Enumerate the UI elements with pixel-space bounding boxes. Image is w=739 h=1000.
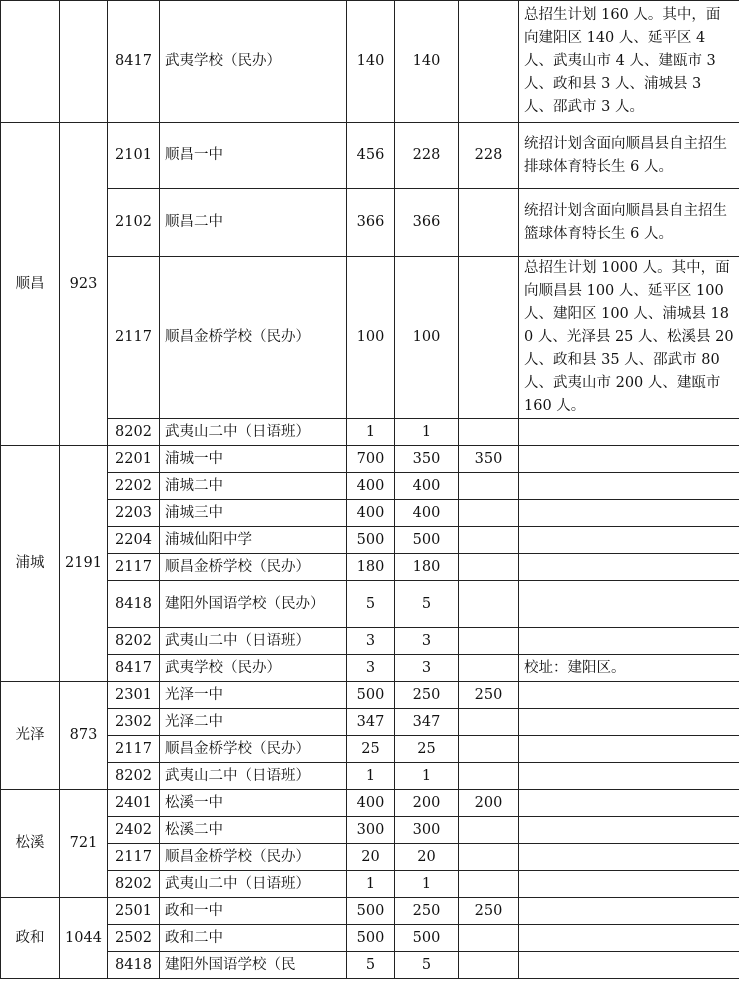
table-row — [1, 527, 739, 554]
note-cell — [519, 736, 739, 763]
plan-cell: 25 — [347, 736, 395, 763]
plan-cell: 347 — [347, 709, 395, 736]
plan-cell: 500 — [347, 527, 395, 554]
unified-plan-cell: 1 — [395, 871, 459, 898]
table-row — [1, 871, 739, 898]
note-cell — [519, 682, 739, 709]
table-row — [1, 419, 739, 446]
unified-plan-cell: 250 — [395, 682, 459, 709]
plan-cell: 500 — [347, 898, 395, 925]
plan-cell: 20 — [347, 844, 395, 871]
unified-plan-cell: 3 — [395, 628, 459, 655]
table-row — [1, 581, 739, 628]
quota-cell — [459, 581, 519, 628]
school-code-cell: 2302 — [108, 709, 160, 736]
unified-plan-cell: 1 — [395, 763, 459, 790]
school-name-cell: 顺昌一中 — [160, 123, 347, 189]
school-name-cell: 武夷山二中（日语班） — [160, 871, 347, 898]
region-cell: 松溪 — [1, 790, 60, 898]
school-name-cell: 武夷学校（民办） — [160, 1, 347, 123]
school-name-cell: 政和二中 — [160, 925, 347, 952]
table-row — [1, 952, 739, 979]
table-row — [1, 123, 739, 189]
table-row — [1, 790, 739, 817]
table-row — [1, 925, 739, 952]
region-cell: 浦城 — [1, 446, 60, 682]
quota-cell — [459, 628, 519, 655]
quota-cell — [459, 473, 519, 500]
region-total-cell: 2191 — [60, 446, 108, 682]
school-code-cell: 8202 — [108, 871, 160, 898]
plan-cell: 700 — [347, 446, 395, 473]
unified-plan-cell: 347 — [395, 709, 459, 736]
school-code-cell: 8418 — [108, 581, 160, 628]
school-code-cell: 8202 — [108, 628, 160, 655]
school-name-cell: 松溪一中 — [160, 790, 347, 817]
region-total-cell: 721 — [60, 790, 108, 898]
unified-plan-cell: 20 — [395, 844, 459, 871]
note-cell — [519, 500, 739, 527]
school-code-cell: 2201 — [108, 446, 160, 473]
school-code-cell: 2301 — [108, 682, 160, 709]
school-code-cell: 2117 — [108, 257, 160, 419]
table-row — [1, 257, 739, 419]
note-cell: 总招生计划 1000 人。其中，面向顺昌县 100 人、延平区 100 人、建阳区 100 人、浦城县 180 人、光泽县 25 人、松溪县 20 人、政和县 35 人、邵武市 80 人、武夷山市 200 人、建瓯市 160 人。 — [519, 257, 739, 419]
region-total-cell — [60, 1, 108, 123]
note-cell — [519, 554, 739, 581]
unified-plan-cell: 100 — [395, 257, 459, 419]
table-row — [1, 446, 739, 473]
quota-cell — [459, 763, 519, 790]
quota-cell — [459, 736, 519, 763]
school-name-cell: 武夷山二中（日语班） — [160, 419, 347, 446]
note-cell — [519, 898, 739, 925]
school-code-cell: 8418 — [108, 952, 160, 979]
school-code-cell: 2204 — [108, 527, 160, 554]
note-cell — [519, 527, 739, 554]
school-code-cell: 2402 — [108, 817, 160, 844]
quota-cell — [459, 500, 519, 527]
school-code-cell: 8417 — [108, 655, 160, 682]
quota-cell: 250 — [459, 898, 519, 925]
table-row — [1, 655, 739, 682]
school-code-cell: 8202 — [108, 419, 160, 446]
note-cell — [519, 763, 739, 790]
school-code-cell: 2401 — [108, 790, 160, 817]
plan-cell: 400 — [347, 473, 395, 500]
school-name-cell: 松溪二中 — [160, 817, 347, 844]
school-code-cell: 2102 — [108, 189, 160, 257]
school-name-cell: 光泽一中 — [160, 682, 347, 709]
note-cell — [519, 419, 739, 446]
table-row — [1, 500, 739, 527]
quota-cell — [459, 655, 519, 682]
unified-plan-cell: 500 — [395, 527, 459, 554]
note-cell — [519, 871, 739, 898]
school-name-cell: 顺昌金桥学校（民办） — [160, 554, 347, 581]
school-name-cell: 武夷学校（民办） — [160, 655, 347, 682]
plan-cell: 3 — [347, 628, 395, 655]
plan-cell: 366 — [347, 189, 395, 257]
quota-cell — [459, 527, 519, 554]
unified-plan-cell: 5 — [395, 581, 459, 628]
region-cell — [1, 1, 60, 123]
table-row — [1, 554, 739, 581]
school-name-cell: 政和一中 — [160, 898, 347, 925]
unified-plan-cell: 25 — [395, 736, 459, 763]
school-name-cell: 建阳外国语学校（民办） — [160, 581, 347, 628]
quota-cell — [459, 709, 519, 736]
note-cell: 统招计划含面向顺昌县自主招生篮球体育特长生 6 人。 — [519, 189, 739, 257]
note-cell — [519, 952, 739, 979]
quota-cell — [459, 844, 519, 871]
school-name-cell: 浦城仙阳中学 — [160, 527, 347, 554]
note-cell: 校址：建阳区。 — [519, 655, 739, 682]
school-name-cell: 顺昌金桥学校（民办） — [160, 257, 347, 419]
table-row — [1, 736, 739, 763]
school-name-cell: 顺昌金桥学校（民办） — [160, 736, 347, 763]
school-code-cell: 2117 — [108, 844, 160, 871]
quota-cell — [459, 952, 519, 979]
plan-cell: 1 — [347, 419, 395, 446]
school-name-cell: 浦城三中 — [160, 500, 347, 527]
note-cell: 总招生计划 160 人。其中，面向建阳区 140 人、延平区 4 人、武夷山市 4 人、建瓯市 3 人、政和县 3 人、浦城县 3 人、邵武市 3 人。 — [519, 1, 739, 123]
quota-cell — [459, 554, 519, 581]
school-code-cell: 2501 — [108, 898, 160, 925]
note-cell — [519, 817, 739, 844]
plan-cell: 500 — [347, 925, 395, 952]
note-cell — [519, 709, 739, 736]
quota-cell — [459, 817, 519, 844]
school-code-cell: 2502 — [108, 925, 160, 952]
region-cell: 光泽 — [1, 682, 60, 790]
plan-cell: 400 — [347, 500, 395, 527]
table-row — [1, 898, 739, 925]
quota-cell: 200 — [459, 790, 519, 817]
plan-cell: 1 — [347, 763, 395, 790]
plan-cell: 456 — [347, 123, 395, 189]
note-cell — [519, 473, 739, 500]
unified-plan-cell: 300 — [395, 817, 459, 844]
note-cell: 统招计划含面向顺昌县自主招生排球体育特长生 6 人。 — [519, 123, 739, 189]
quota-cell — [459, 1, 519, 123]
plan-cell: 1 — [347, 871, 395, 898]
school-code-cell: 2101 — [108, 123, 160, 189]
plan-cell: 100 — [347, 257, 395, 419]
plan-cell: 300 — [347, 817, 395, 844]
plan-cell: 5 — [347, 581, 395, 628]
quota-cell — [459, 257, 519, 419]
table-row — [1, 844, 739, 871]
note-cell — [519, 581, 739, 628]
plan-cell: 180 — [347, 554, 395, 581]
school-code-cell: 2117 — [108, 736, 160, 763]
unified-plan-cell: 5 — [395, 952, 459, 979]
plan-cell: 3 — [347, 655, 395, 682]
table-row — [1, 473, 739, 500]
unified-plan-cell: 350 — [395, 446, 459, 473]
unified-plan-cell: 180 — [395, 554, 459, 581]
quota-cell — [459, 189, 519, 257]
school-name-cell: 光泽二中 — [160, 709, 347, 736]
school-name-cell: 顺昌金桥学校（民办） — [160, 844, 347, 871]
note-cell — [519, 628, 739, 655]
table-row — [1, 628, 739, 655]
region-cell: 顺昌 — [1, 123, 60, 446]
school-name-cell: 浦城二中 — [160, 473, 347, 500]
table-row — [1, 189, 739, 257]
region-total-cell: 923 — [60, 123, 108, 446]
school-code-cell: 8202 — [108, 763, 160, 790]
unified-plan-cell: 400 — [395, 473, 459, 500]
quota-cell — [459, 925, 519, 952]
note-cell — [519, 844, 739, 871]
note-cell — [519, 925, 739, 952]
plan-cell: 5 — [347, 952, 395, 979]
unified-plan-cell: 200 — [395, 790, 459, 817]
quota-cell — [459, 419, 519, 446]
school-name-cell: 顺昌二中 — [160, 189, 347, 257]
table-row — [1, 709, 739, 736]
school-code-cell: 2202 — [108, 473, 160, 500]
school-name-cell: 武夷山二中（日语班） — [160, 628, 347, 655]
quota-cell: 250 — [459, 682, 519, 709]
unified-plan-cell: 250 — [395, 898, 459, 925]
region-total-cell: 1044 — [60, 898, 108, 979]
table-row — [1, 1, 739, 123]
table-row — [1, 763, 739, 790]
school-code-cell: 2203 — [108, 500, 160, 527]
note-cell — [519, 790, 739, 817]
school-name-cell: 浦城一中 — [160, 446, 347, 473]
unified-plan-cell: 400 — [395, 500, 459, 527]
plan-cell: 400 — [347, 790, 395, 817]
school-code-cell: 8417 — [108, 1, 160, 123]
unified-plan-cell: 500 — [395, 925, 459, 952]
table-row — [1, 817, 739, 844]
unified-plan-cell: 228 — [395, 123, 459, 189]
school-name-cell: 武夷山二中（日语班） — [160, 763, 347, 790]
unified-plan-cell: 366 — [395, 189, 459, 257]
school-code-cell: 2117 — [108, 554, 160, 581]
quota-cell — [459, 871, 519, 898]
region-total-cell: 873 — [60, 682, 108, 790]
unified-plan-cell: 1 — [395, 419, 459, 446]
quota-cell: 228 — [459, 123, 519, 189]
quota-cell: 350 — [459, 446, 519, 473]
note-cell — [519, 446, 739, 473]
school-name-cell: 建阳外国语学校（民 — [160, 952, 347, 979]
unified-plan-cell: 140 — [395, 1, 459, 123]
unified-plan-cell: 3 — [395, 655, 459, 682]
table-row — [1, 682, 739, 709]
region-cell: 政和 — [1, 898, 60, 979]
plan-cell: 500 — [347, 682, 395, 709]
plan-cell: 140 — [347, 1, 395, 123]
